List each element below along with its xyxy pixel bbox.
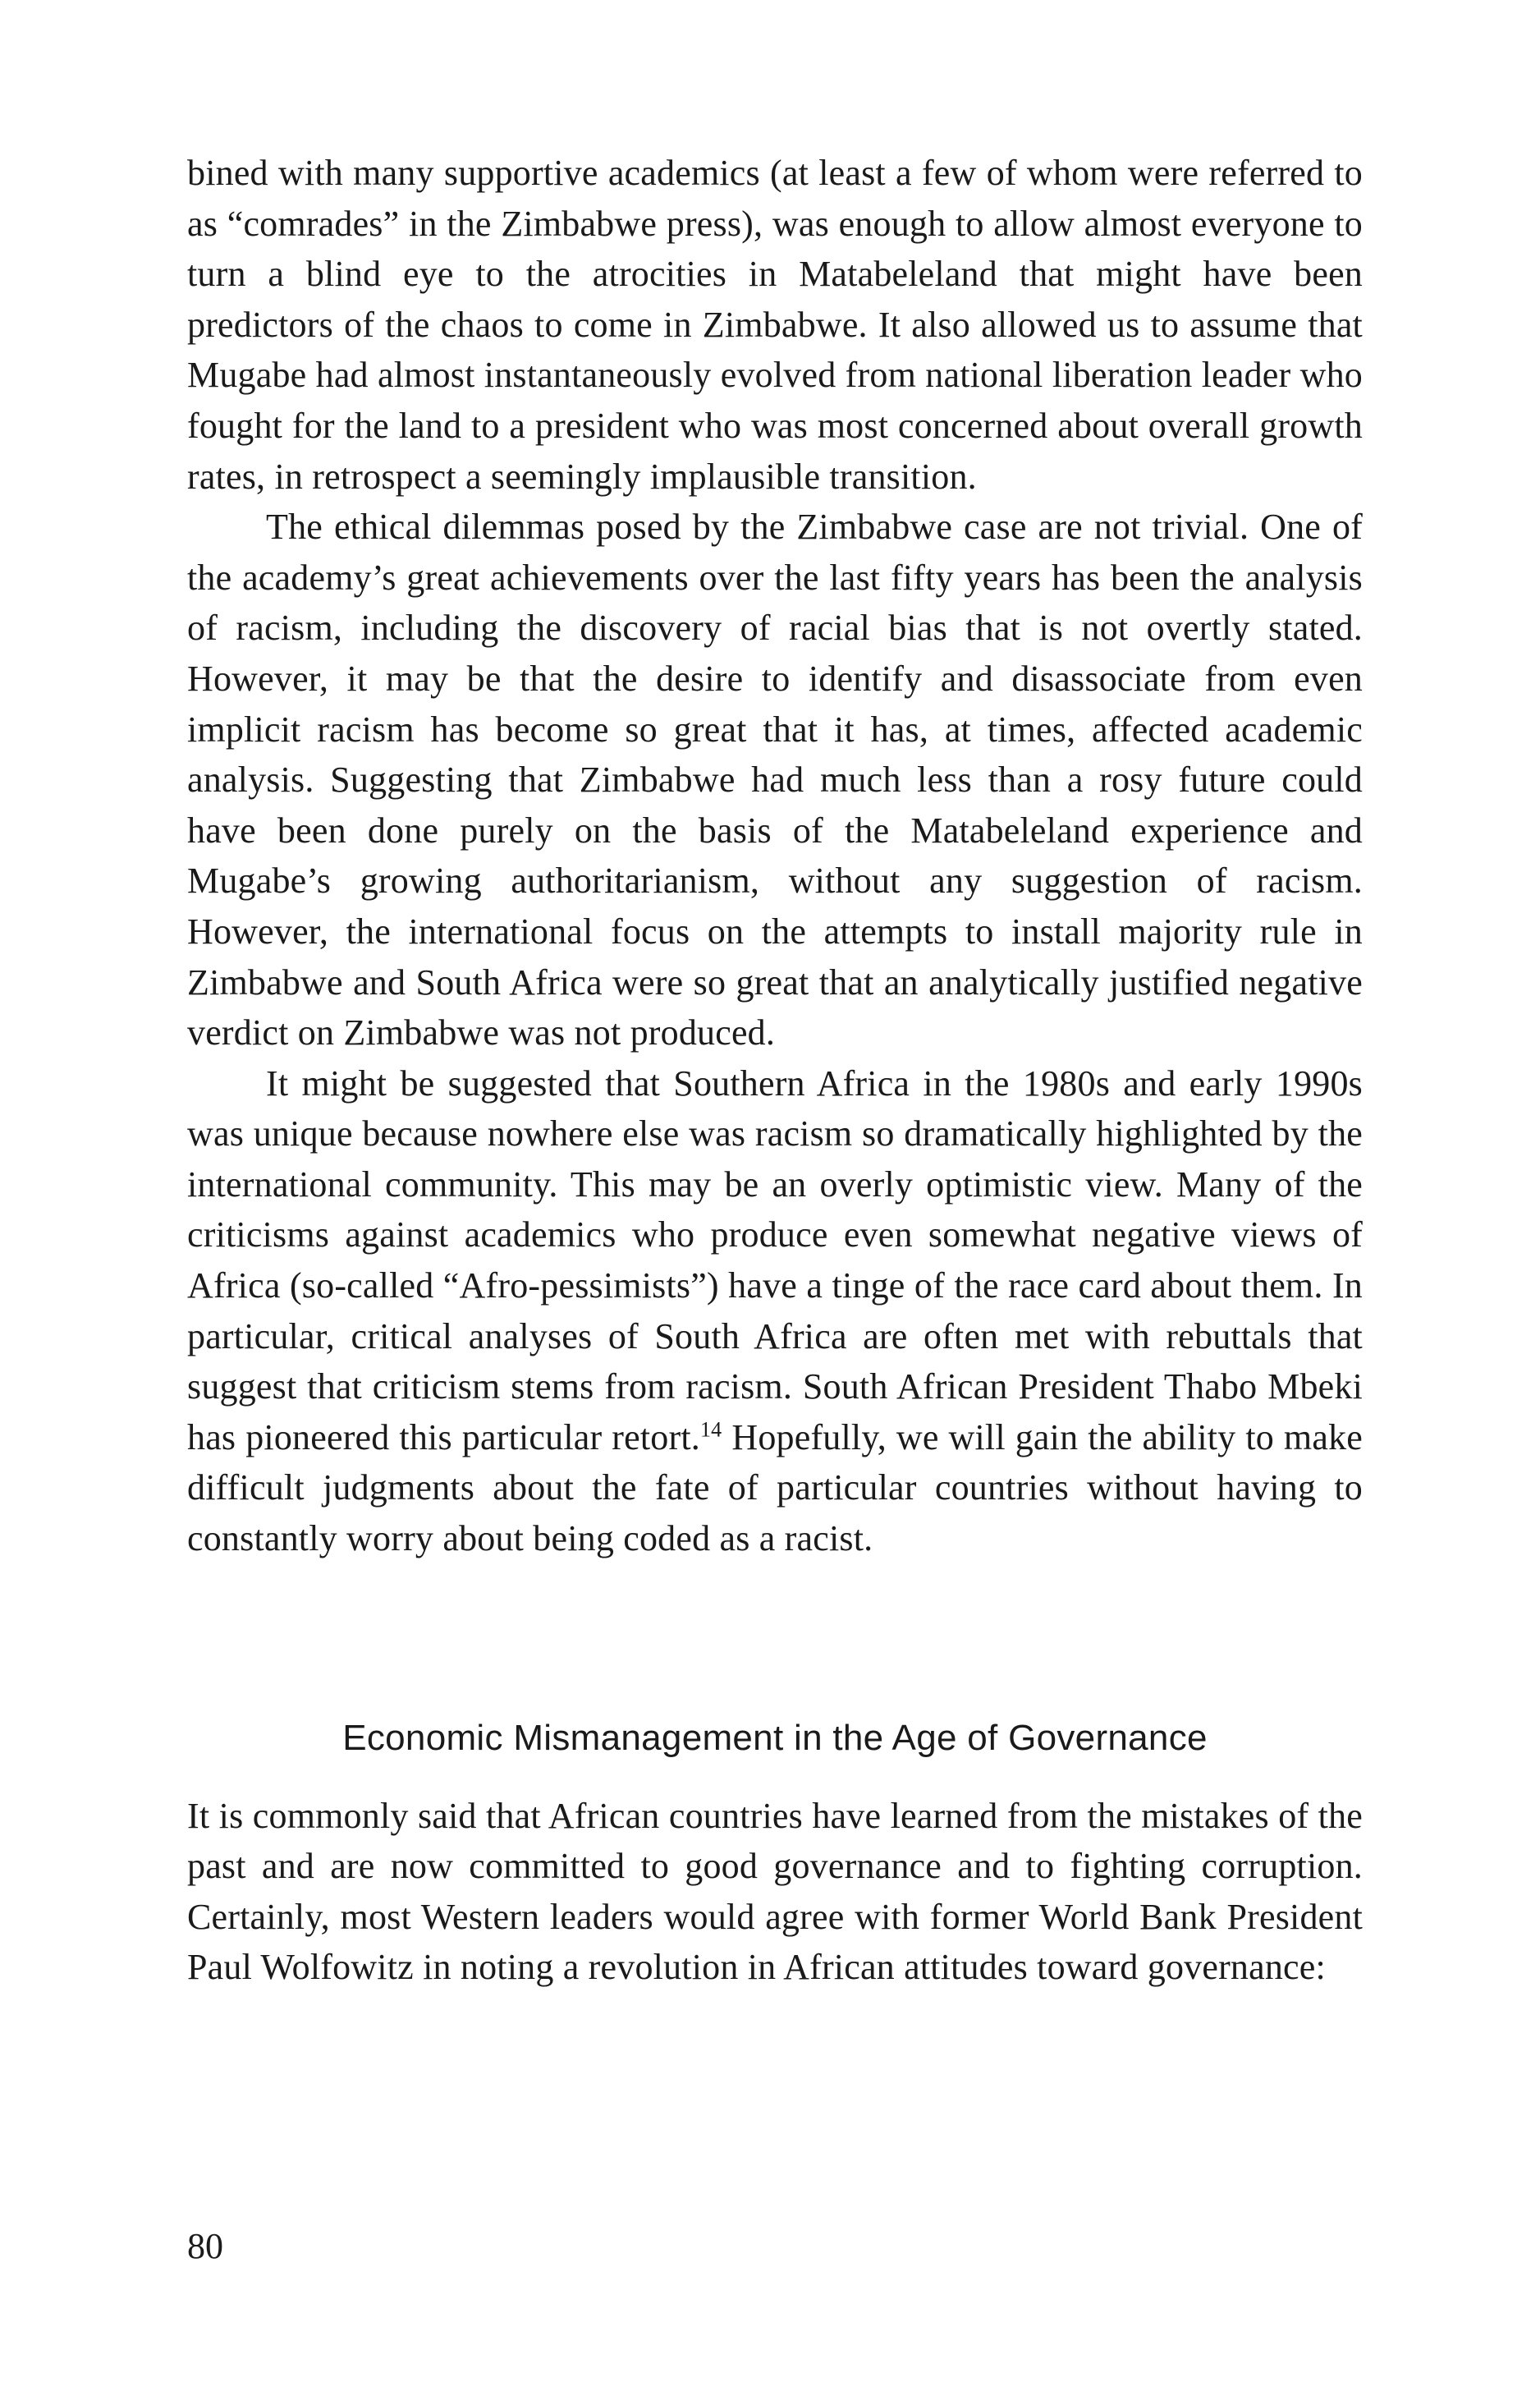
paragraph-southern-africa-text: It might be suggested that Southern Africa in the 1980s and early 1990s was unique because nowhere else was racism so dramatically highlighted by the international community. This may be an overly optimistic view. Many of the criticisms against academics who produce even somewhat negative views of Africa (so-called “Afro-pessimists”) have a tinge of the race card about them. In particular, critical analyses of South Africa are often met with rebuttals that suggest that criticism stems from racism. South African President Thabo Mbeki has pioneered this particular retort. [187, 1063, 1363, 1457]
page-body [187, 148, 1363, 1993]
paragraph-southern-africa [187, 1058, 1363, 1564]
paragraph-southern-africa-text-end: Hopefully, we will gain the ability to make difficult judgments about the fate of particular countries without having to constantly worry about being coded as a racist. [187, 1416, 1363, 1559]
section-heading: Economic Mismanagement in the Age of Governance [342, 1717, 1208, 1758]
paragraph-matabeleland: bined with many supportive academics (at least a few of whom were referred to as “comrades” in the Zimbabwe press), was enough to allow almost everyone to turn a blind eye to the atrocities in Matabeleland that might have been predictors of the chaos to come in Zimbabwe. It also allowed us to assume that Mugabe had almost instantaneously evolved from national liberation leader who fought for the land to a president who was most concerned about overall growth rates, in retrospect a seemingly implausible transition. [187, 153, 1363, 497]
paragraph-good-governance: It is commonly said that African countries have learned from the mistakes of the past and are now committed to good governance and to fighting corruption. Certainly, most Western leaders would agree with former World Bank President Paul Wolfowitz in noting a revolution in African attitudes toward governance: [187, 1795, 1363, 1988]
page-number: 80 [187, 2226, 223, 2266]
paragraph-ethical-dilemmas: The ethical dilemmas posed by the Zimbabwe case are not trivial. One of the academy’s great achievements over the last fifty years has been the analysis of racism, including the discovery of racial bias that is not overtly stated. However, it may be that the desire to identify and disassociate from even implicit racism has become so great that it has, at times, affected academic analysis. Suggesting that Zimbabwe had much less than a rosy future could have been done purely on the basis of the Matabeleland experience and Mugabe’s growing authoritarianism, without any suggestion of racism. However, the international focus on the attempts to install majority rule in Zimbabwe and South Africa were so great that an analytically justified negative verdict on Zimbabwe was not produced. [187, 507, 1363, 1053]
footnote-marker: 14 [699, 1417, 722, 1442]
